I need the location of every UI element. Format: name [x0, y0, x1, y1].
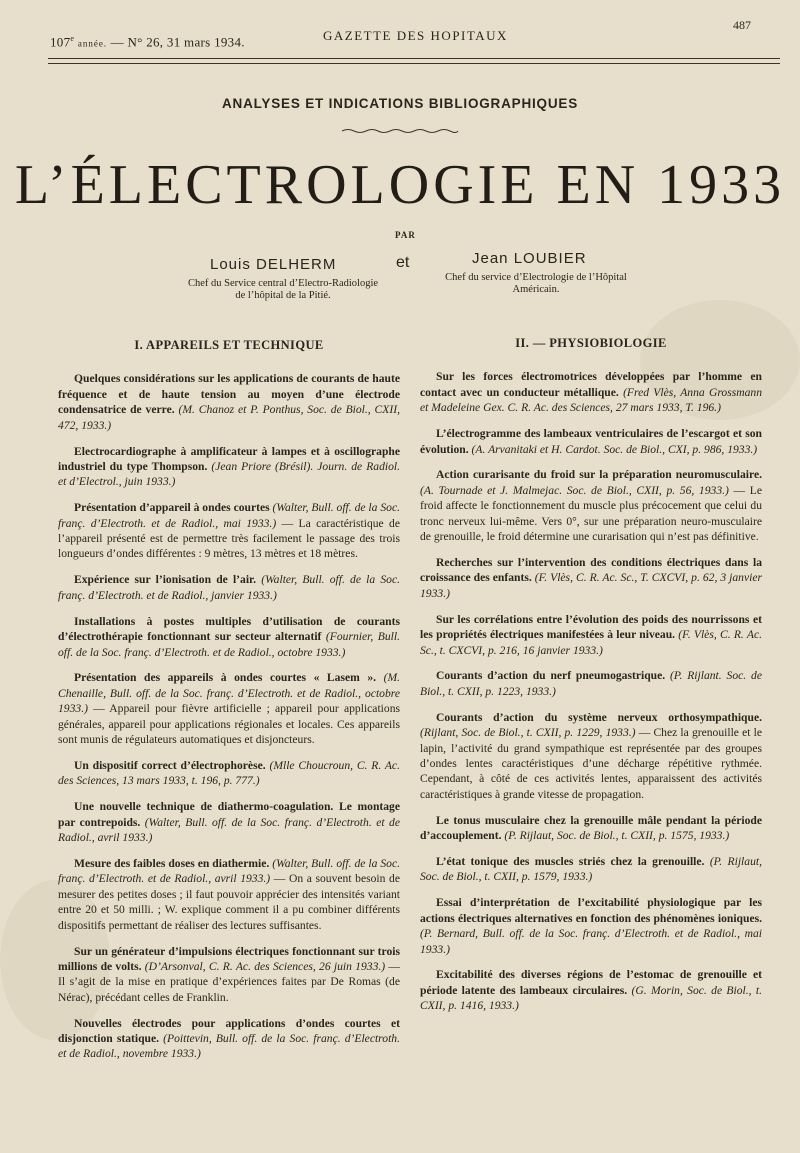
entry-reference: (F. Vlès, C. R. Ac. Sc., t. CXCVI, p. 216, 16 janvier 1933.): [420, 628, 762, 657]
entry-reference: (P. Rijlaut, Soc. de Biol., t. CXII, p. 1575, 1933.): [501, 829, 730, 843]
entry-title: Mesure des faibles doses en diathermie.: [74, 856, 270, 870]
issue-info: [50, 34, 245, 50]
entry-reference: (Fred Vlès, Anna Grossmann et Madeleine Gex. C. R. Ac. des Sciences, 27 mars 1933, T. 196.): [420, 385, 762, 415]
entry-title: Quelques considérations sur les applications de courants de haute fréquence et de haute tension au moyen d’une électrode condensatrice de verre.: [58, 372, 400, 417]
entry-reference: (D’Arsonval, C. R. Ac. des Sciences, 26 juin 1933.): [141, 959, 386, 973]
entry-title: Excitabilité des diverses régions de l’estomac de grenouille et période latente des lambeaux circulaires.: [420, 968, 762, 997]
entry-reference: (Walter, Bull. off. de la Soc. franç. d’Electroth. et de Radiol., mai 1933.): [58, 501, 400, 530]
annee-label: année.: [77, 38, 108, 49]
entry-title: Sur un générateur d’impulsions électriques fonctionnant sur trois millions de volts.: [58, 944, 400, 973]
bibliography-entry: [420, 612, 762, 658]
entry-title: Une nouvelle technique de diathermo-coagulation. Le montage par contrepoids.: [58, 800, 400, 829]
bibliography-entry: [420, 710, 762, 802]
header-rule: [48, 58, 780, 59]
entry-title: Expérience sur l’ionisation de l’air.: [74, 573, 257, 587]
bibliography-entry: [58, 572, 400, 603]
bibliography-entry: [58, 799, 400, 845]
bibliography-entry: [420, 895, 762, 957]
entry-reference: (A. Arvanitaki et H. Cardot. Soc. de Biol., CXI, p. 986, 1933.): [468, 442, 758, 456]
and-label: et: [396, 254, 410, 271]
column-appareils: [58, 328, 400, 1072]
bibliography-entry: [58, 758, 400, 789]
journal-name: GAZETTE DES HOPITAUX: [323, 28, 508, 43]
page-number: 487: [733, 18, 751, 32]
volume-number: 107: [50, 34, 71, 50]
entry-reference: (P. Rijlaut, Soc. de Biol., t. CXII, p. 1579, 1933.): [420, 854, 762, 884]
bibliography-entry: [420, 467, 762, 544]
entry-reference: (Jean Priore (Brésil). Journ. de Radiol. et d’Electrol., juin 1933.): [58, 459, 401, 489]
entry-title: Le tonus musculaire chez la grenouille mâle pendant la période d’accouplement.: [420, 813, 762, 843]
affiliation-line: Chef du service d’Electrologie de l’Hôpital: [445, 272, 627, 283]
bibliography-entry: [420, 369, 762, 415]
entry-reference: (Fournier, Bull. off. de la Soc. franç. d’Electroth. et de Radiol., octobre 1933.): [58, 630, 400, 659]
author-name-2: Jean LOUBIER: [472, 250, 587, 267]
by-label: PAR: [395, 230, 416, 240]
entry-title: Sur les forces électromotrices développées par l’homme en contact avec un conducteur métallique.: [420, 370, 762, 399]
bibliography-entry: [420, 967, 762, 1013]
bibliography-entry: [58, 1016, 400, 1062]
bibliography-entry: [420, 555, 762, 601]
affiliation-line: de l’hôpital de la Pitié.: [235, 290, 331, 301]
entry-title: Présentation des appareils à ondes courtes « Lasem ».: [74, 671, 377, 685]
entry-summary: — Appareil pour fièvre artificielle ; appareil pour applications générales, appareil pour applications régionales et locales. Ces appareils sont munis de régulateurs automatiques et disjoncteurs.: [58, 702, 400, 747]
entry-title: Action curarisante du froid sur la préparation neuromusculaire.: [436, 468, 762, 482]
entry-reference: (Poittevin, Bull. off. de la Soc. franç. d’Electroth. et de Radiol., novembre 1933.): [58, 1032, 400, 1061]
entry-title: Nouvelles électrodes pour applications d’ondes courtes et disjonction statique.: [58, 1016, 400, 1046]
entry-reference: (F. Vlès, C. R. Ac. Sc., T. CXCVI, p. 62, 3 janvier 1933.): [420, 571, 762, 600]
entry-title: L’électrogramme des lambeaux ventriculaires de l’escargot et son évolution.: [420, 427, 762, 456]
column-physiobiologie: [420, 328, 762, 1024]
author-name-1: Louis DELHERM: [210, 256, 337, 273]
bibliography-entry: [420, 426, 762, 457]
entry-summary: — On a souvent besoin de mesurer des petites doses ; il faut pouvoir apprécier des intensités variant entre 20 et 50 milli. ; W. explique comment il a pu combiner différents dispositifs permettant de réaliser des lectures suffisantes.: [58, 872, 400, 932]
issue-date: — N° 26, 31 mars 1934.: [110, 34, 245, 50]
bibliography-entry: [420, 668, 762, 699]
entry-reference: (Walter, Bull. off. de la Soc. franç. d’Electroth. et de Radiol., avril 1933.): [58, 815, 400, 845]
entry-reference: (M. Chenaille, Bull. off. de la Soc. franç. d’Electroth. et de Radiol., octobre 1933.): [58, 671, 400, 716]
entry-title: Installations à postes multiples d’utilisation de courants d’électrothérapie fonctionnant sur secteur alternatif: [58, 614, 400, 644]
entry-title: Un dispositif correct d’électrophorèse.: [74, 758, 266, 772]
author-affiliation-1: [172, 278, 394, 302]
column-heading: I. APPAREILS ET TECHNIQUE: [134, 338, 324, 352]
entry-reference: (Rijlant, Soc. de Biol., t. CXII, p. 1229, 1933.): [420, 726, 636, 740]
entry-title: Essai d’interprétation de l’excitabilité physiologique par les actions électriques alternatives en fonction des phénomènes ioniques.: [420, 896, 762, 925]
bibliography-entry: [58, 856, 400, 933]
entry-title: Recherches sur l’intervention des conditions électriques dans la croissance des enfants.: [420, 555, 762, 585]
affiliation-line: Chef du Service central d’Electro-Radiologie: [187, 278, 379, 289]
entry-title: Sur les corrélations entre l’évolution des poids des nourrissons et les propriétés électriques manifestées à leur niveau.: [420, 612, 762, 642]
ornament-rule: [340, 128, 460, 134]
affiliation-line: Américain.: [512, 284, 560, 295]
entry-reference: (A. Tournade et J. Malmejac. Soc. de Biol., CXII, p. 56, 1933.): [420, 483, 729, 497]
entry-title: Présentation d’appareil à ondes courtes: [74, 501, 270, 515]
entry-reference: (G. Morin, Soc. de Biol., t. CXII, p. 1416, 1933.): [420, 983, 762, 1013]
entry-reference: (P. Bernard, Bull. off. de la Soc. franç. d’Electroth. et de Radiol., mai 1933.): [420, 927, 762, 956]
bibliography-entry: [58, 444, 400, 490]
entry-summary: — Chez la grenouille et le lapin, l’activité du grand sympathique est représentée par des groupes d’ondes lentes caractéristiques d’une décharge répétitive rythmée. Cependant, à côté de ces activités lentes, apparaissent des activités caractéristiques à grande vitesse de propagation.: [420, 726, 762, 801]
entry-title: Courants d’action du nerf pneumogastrique.: [436, 669, 666, 683]
entry-summary: — Le froid affecte le fonctionnement du muscle plus précocement que celui du tronc nerveux lui-même. Vers 0°, sur une préparation neuro-musculaire de grenouille, le froid détermine une curarisation qui n’est pas définitive.: [420, 483, 762, 544]
volume-suffix: e: [70, 34, 75, 43]
entry-reference: (P. Rijlant. Soc. de Biol., t. CXII, p. 1223, 1933.): [420, 669, 762, 698]
entry-reference: (Mlle Choucroun, C. R. Ac. des Sciences, 13 mars 1933, t. 196, p. 777.): [58, 758, 400, 788]
entry-reference: (Walter, Bull. off. de la Soc. franç. d’Electroth. et de Radiol., avril 1933.): [58, 856, 400, 886]
bibliography-entry: [58, 670, 400, 747]
bibliography-entry: [58, 944, 400, 1006]
entry-title: Electrocardiographe à amplificateur à lampes et à oscillographe industriel du type Thompson.: [58, 444, 400, 473]
entry-summary: — Il s’agit de la mise en pratique d’expériences faites par De Romas (de Nérac), précédant celles de Franklin.: [58, 959, 400, 1004]
entry-summary: — La caractéristique de l’appareil présenté est de permettre très facilement le passage des trois longueurs d’ondes différentes : 9 mètres, 13 mètres et 18 mètres.: [58, 516, 400, 561]
bibliography-entry: [420, 854, 762, 885]
entry-reference: (Walter, Bull. off. de la Soc. franç. d’Electroth. et de Radiol., janvier 1933.): [58, 573, 400, 602]
section-title: ANALYSES ET INDICATIONS BIBLIOGRAPHIQUES: [221, 96, 579, 111]
column-heading: II. — PHYSIOBIOLOGIE: [515, 336, 667, 350]
bibliography-entry: [420, 813, 762, 844]
article-title: L’ÉLECTROLOGIE EN 1933: [14, 154, 786, 216]
bibliography-entry: [58, 500, 400, 562]
bibliography-entry: [58, 371, 400, 433]
entry-title: L’état tonique des muscles striés chez la grenouille.: [436, 854, 705, 868]
bibliography-entry: [58, 614, 400, 660]
entry-reference: (M. Chanoz et P. Ponthus, Soc. de Biol., CXII, 472, 1933.): [58, 403, 400, 432]
entry-title: Courants d’action du système nerveux orthosympathique.: [436, 710, 762, 724]
author-affiliation-2: [426, 272, 646, 296]
header-rule-thin: [48, 63, 780, 64]
